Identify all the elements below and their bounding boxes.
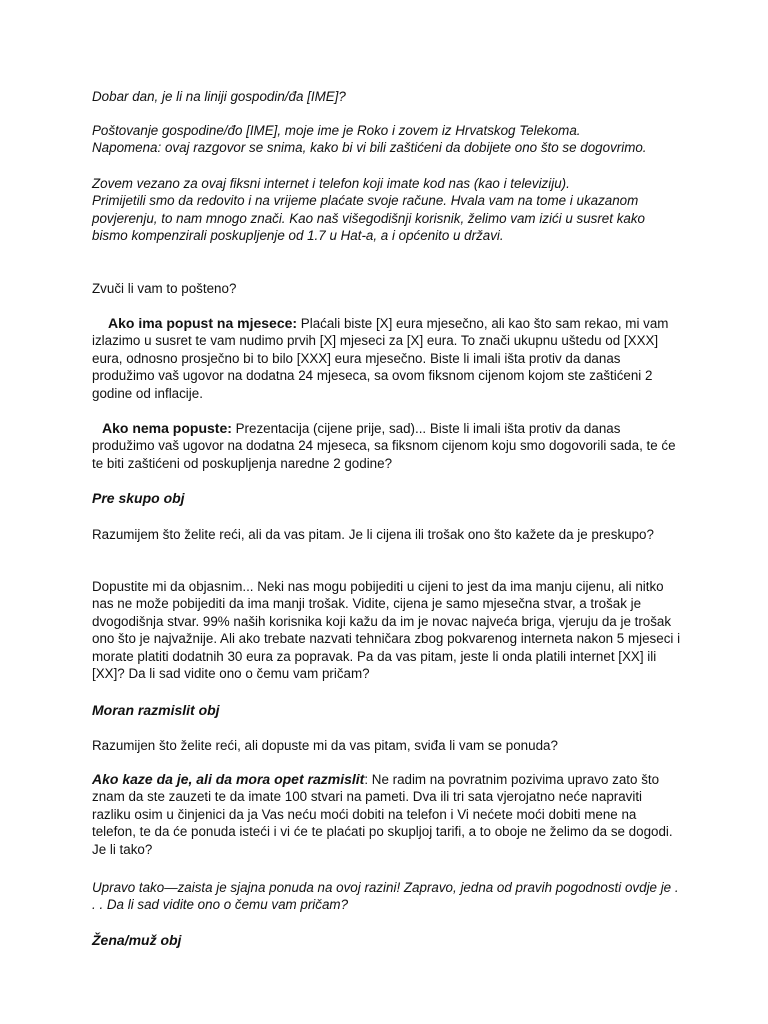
section-heading-expensive xyxy=(92,490,682,507)
intro-paragraph xyxy=(92,122,682,157)
expensive-reply-text: Razumijem što želite reći, ali da vas pitam. Je li cijena ili trošak ono što kažete da je preskupo? xyxy=(92,527,654,542)
section-heading-think xyxy=(92,702,682,719)
fair-question xyxy=(92,280,682,297)
recording-note: Napomena: ovaj razgovor se snima, kako bi vi bili zaštićeni da dobijete ono što se dogovrimo. xyxy=(92,140,647,156)
think-reply xyxy=(92,737,682,754)
greeting-paragraph xyxy=(92,88,682,105)
greeting-text: Dobar dan, je li na liniji gospodin/đa [IME]? xyxy=(92,89,346,104)
intro-line: Poštovanje gospodine/đo [IME], moje ime je Roko i zovem iz Hrvatskog Telekoma. xyxy=(92,123,581,138)
explain-text: Dopustite mi da objasnim... Neki nas mogu pobijediti u cijeni to jest da ima manju cijenu, ali nitko nas ne može pobijediti da ima manji trošak. Vidite, cijena je samo mjesečna stvar, a trošak je dvogodišnja stvar. 99% naših korisnika koji kažu da im je novac najveća briga, vjeruju da je trošak ono što je najvažnije. Ali ako trebate nazvati tehničara zbog pokvarenog interneta nakon 5 mjeseci i morate platiti dodatnih 30 eura za popravak. Pa da vas pitam, jeste li onda platili internet [XX] ili [XX]? Da li sad vidite ono o čemu vam pričam? xyxy=(92,579,681,682)
fair-question-text: Zvuči li vam to pošteno? xyxy=(92,281,237,296)
reason-paragraph xyxy=(92,175,682,245)
no-discount-text: Prezentacija (cijene prije, sad)... Biste li imali išta protiv da danas produžimo vaš ugovor na dodatna 24 mjeseca, sa fiksnom cijenom koju smo dogovorili sada, te će te biti zaštićeni od poskupljenja naredne 2 godine? xyxy=(92,421,676,471)
explain-paragraph xyxy=(92,578,682,682)
reason-line: Zovem vezano za ovaj fiksni internet i telefon koji imate kod nas (kao i televiziju). xyxy=(92,176,570,191)
callback-lead: Ako kaze da je, ali da mora opet razmislit xyxy=(92,771,365,787)
think-reply-text: Razumijen što želite reći, ali dopuste mi da vas pitam, sviđa li vam se ponuda? xyxy=(92,738,558,753)
heading-expensive-text: Pre skupo obj xyxy=(92,490,185,506)
discount-text: Plaćali biste [X] eura mjesečno, ali kao što sam rekao, mi vam izlazimo u susret te vam nudimo prvih [X] mjeseci za [X] eura. To znači ukupnu uštedu od [XXX] eura, odnosno prosječno bi to bilo [XXX] eura mjesečno. Biste li imali išta protiv da danas produžimo vaš ugovor na dodatna 24 mjeseca, sa ovom fiksnom cijenom kojom ste zaštićeni 2 godine od inflacije. xyxy=(92,316,669,401)
no-discount-lead: Ako nema popuste: xyxy=(102,420,232,436)
closing-text: Upravo tako—zaista je sjajna ponuda na ovoj razini! Zapravo, jedna od pravih pogodnosti ovdje je . . . Da li sad vidite ono o čemu vam pričam? xyxy=(92,880,679,913)
callback-paragraph xyxy=(92,771,682,858)
section-heading-spouse xyxy=(92,932,682,949)
heading-spouse-text: Žena/muž obj xyxy=(92,932,182,948)
reason-text: Primijetili smo da redovito i na vrijeme plaćate svoje račune. Hvala vam na tome i ukazanom povjerenju, to nam mnogo znači. Kao naš višegodišnji korisnik, želimo vam izići u susret kako bismo kompenzirali poskupljenje od 1.7 u Hat-a, a i općenito u državi. xyxy=(92,193,645,244)
closing-paragraph xyxy=(92,879,682,914)
no-discount-paragraph xyxy=(92,420,682,472)
discount-paragraph xyxy=(92,315,682,402)
discount-lead: Ako ima popust na mjesece: xyxy=(108,315,298,331)
heading-think-text: Moran razmislit obj xyxy=(92,702,220,718)
expensive-reply xyxy=(92,526,682,543)
callback-text: : Ne radim na povratnim pozivima upravo zato što znam da ste zauzeti te da imate 100 stvari na pameti. Dva ili tri sata vjerojatno neće napraviti razliku osim u činjenici da ja Vas neću moći dobiti na telefon i Vi nećete moći dobiti mene na telefon, te da će ponuda isteći i vi će te plaćati po skupljoj tarifi, a to oboje ne želimo da se dogodi. Je li tako? xyxy=(92,772,673,857)
